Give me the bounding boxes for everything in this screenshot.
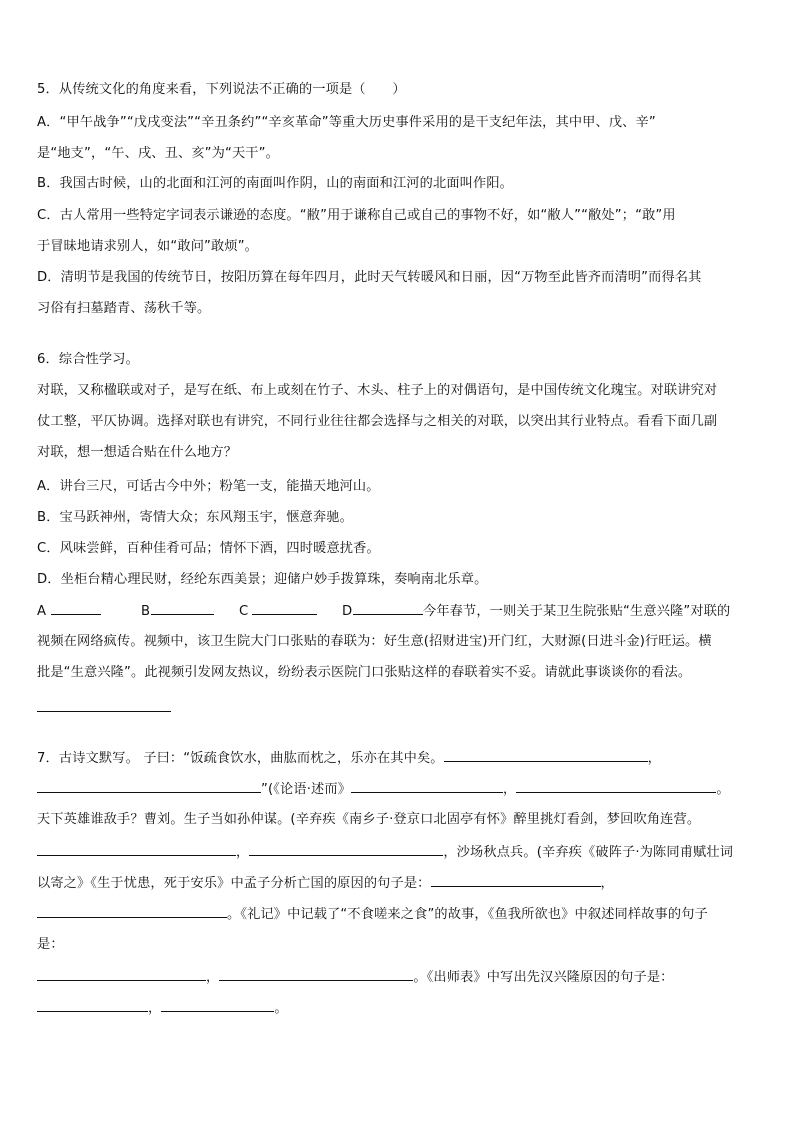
comma: ， <box>148 1001 162 1016</box>
q7-blank-11[interactable] <box>37 998 148 1012</box>
q7-line2 <box>37 779 757 800</box>
answer-label-b: B <box>141 604 151 619</box>
comma: ， <box>206 970 220 985</box>
q6-stem: 6．综合性学习。 <box>37 352 139 367</box>
q7-line6 <box>37 904 757 925</box>
q6-news-line3: 批是“生意兴隆”。此视频引发网友热议，纷纷表示医院门口张贴这样的春联着实不妥。请就此事谈谈你的看法。 <box>37 665 692 680</box>
q7-blank-12[interactable] <box>161 998 274 1012</box>
q7-blank-7[interactable] <box>431 873 601 887</box>
q7-blank-8[interactable] <box>37 904 227 918</box>
q7-blank-3[interactable] <box>351 779 503 793</box>
q7-line8 <box>37 967 757 988</box>
q7-line1 <box>37 748 757 769</box>
q5-option-c-line2: 于冒昧地请求别人，如“敢问”敢烦”。 <box>37 239 259 254</box>
q7-blank-1[interactable] <box>444 748 648 762</box>
q7-chushibiao-prompt: 。《出师表》中写出先汉兴隆原因的句子是： <box>413 970 674 985</box>
q6-couplet-a: A．讲台三尺，可话古今中外；粉笔一支，能描天地河山。 <box>37 479 380 494</box>
answer-label-a: A <box>37 604 47 619</box>
q6-couplet-c: C．风味尝鲜，百种佳肴可品；情怀下酒，四时暖意扰香。 <box>37 541 380 556</box>
answer-blank-d[interactable] <box>353 601 423 615</box>
q7-blank-4[interactable] <box>516 779 716 793</box>
q7-blank-10[interactable] <box>219 967 413 981</box>
answer-label-d: D <box>342 604 353 619</box>
q5-option-c-line1: C．古人常用一些特定字词表示谦逊的态度。“敝”用于谦称自己或自己的事物不好，如“敝人”“敝处”；“敢”用 <box>37 208 676 223</box>
answer-blank-c[interactable] <box>252 601 317 615</box>
q7-line5 <box>37 873 757 894</box>
q5-option-d-line2: 习俗有扫墓踏青、荡秋千等。 <box>37 301 211 316</box>
q6-opinion-answer-line[interactable] <box>37 711 171 712</box>
answer-blank-b[interactable] <box>151 601 214 615</box>
q6-paragraph-line1: 对联，又称楹联或对子，是写在纸、布上或刻在竹子、木头、柱子上的对偶语句，是中国传统文化瑰宝。对联讲究对 <box>37 383 718 398</box>
q5-stem: 5．从传统文化的角度来看，下列说法不正确的一项是（ ） <box>37 82 406 97</box>
q5-option-d-line1: D．清明节是我国的传统节日，按阳历算在每年四月，此时天气转暖风和日丽，因“万物至此皆齐而清明”而得名其 <box>37 270 702 285</box>
q6-couplet-d: D．坐柜台精心理民财，经纶东西美景；迎储户妙手拨算珠，奏响南北乐章。 <box>37 572 488 587</box>
q7-source-lunyu: ”(《论语·述而》 <box>261 782 352 797</box>
q5-option-a-line1: A．“甲午战争”“戊戌变法”“辛丑条约”“辛亥革命”等重大历史事件采用的是干支纪年法，其中甲、戊、辛” <box>37 115 656 130</box>
q7-blank-2[interactable] <box>37 779 261 793</box>
answer-blank-a[interactable] <box>51 601 101 615</box>
q6-news-line2: 视频在网络疯传。视频中，该卫生院大门口张贴的春联为：好生意(招财进宝)开门红，大财源(日进斗金)行旺运。横 <box>37 634 712 649</box>
q7-line9 <box>37 998 757 1019</box>
q6-news-line1: 今年春节，一则关于某卫生院张贴“生意兴隆”对联的 <box>423 604 731 619</box>
q6-couplet-b: B．宝马跃神州，寄情大众；东风翔玉宇，惬意奔驰。 <box>37 510 353 525</box>
answer-label-c: C <box>239 604 249 619</box>
q5-option-b: B．我国古时候，山的北面和江河的南面叫作阴，山的南面和江河的北面叫作阳。 <box>37 176 514 191</box>
q7-blank-5[interactable] <box>37 842 236 856</box>
q7-blank-9[interactable] <box>37 967 206 981</box>
q7-liji-prompt: 。《礼记》中记载了“不食嗟来之食”的故事，《鱼我所欲也》中叙述同样故事的句子 <box>227 907 708 922</box>
comma: ， <box>503 782 517 797</box>
q6-paragraph-line2: 仗工整，平仄协调。选择对联也有讲究，不同行业往往都会选择与之相关的对联，以突出其行业特点。看看下面几副 <box>37 414 718 429</box>
q7-line4 <box>37 842 757 863</box>
q7-line3: 天下英雄谁敌手？曹刘。生子当如孙仲谋。(辛弃疾《南乡子·登京口北固亭有怀》醉里挑灯看剑，梦回吹角连营。 <box>37 812 701 827</box>
period: 。 <box>274 1001 288 1016</box>
q6-paragraph-line3: 对联，想一想适合贴在什么地方？ <box>37 445 238 460</box>
comma: ， <box>600 876 614 891</box>
q7-blank-6[interactable] <box>249 842 443 856</box>
q7-line7: 是： <box>37 937 64 952</box>
comma: ， <box>236 845 250 860</box>
period: 。 <box>716 782 730 797</box>
q7-source-pozhenzi: ，沙场秋点兵。(辛弃疾《破阵子·为陈同甫赋壮词 <box>443 845 734 860</box>
q7-mencius-prompt: 以寄之》《生于忧患，死于安乐》中孟子分析亡国的原因的句子是： <box>37 876 431 891</box>
comma: ， <box>647 751 661 766</box>
q6-answer-row <box>37 601 757 622</box>
q7-stem: 7．古诗文默写。 子曰：“饭疏食饮水，曲肱而枕之，乐亦在其中矣。 <box>37 751 444 766</box>
q5-option-a-line2: 是“地支”，“午、戌、丑、亥”为“天干”。 <box>37 146 279 161</box>
